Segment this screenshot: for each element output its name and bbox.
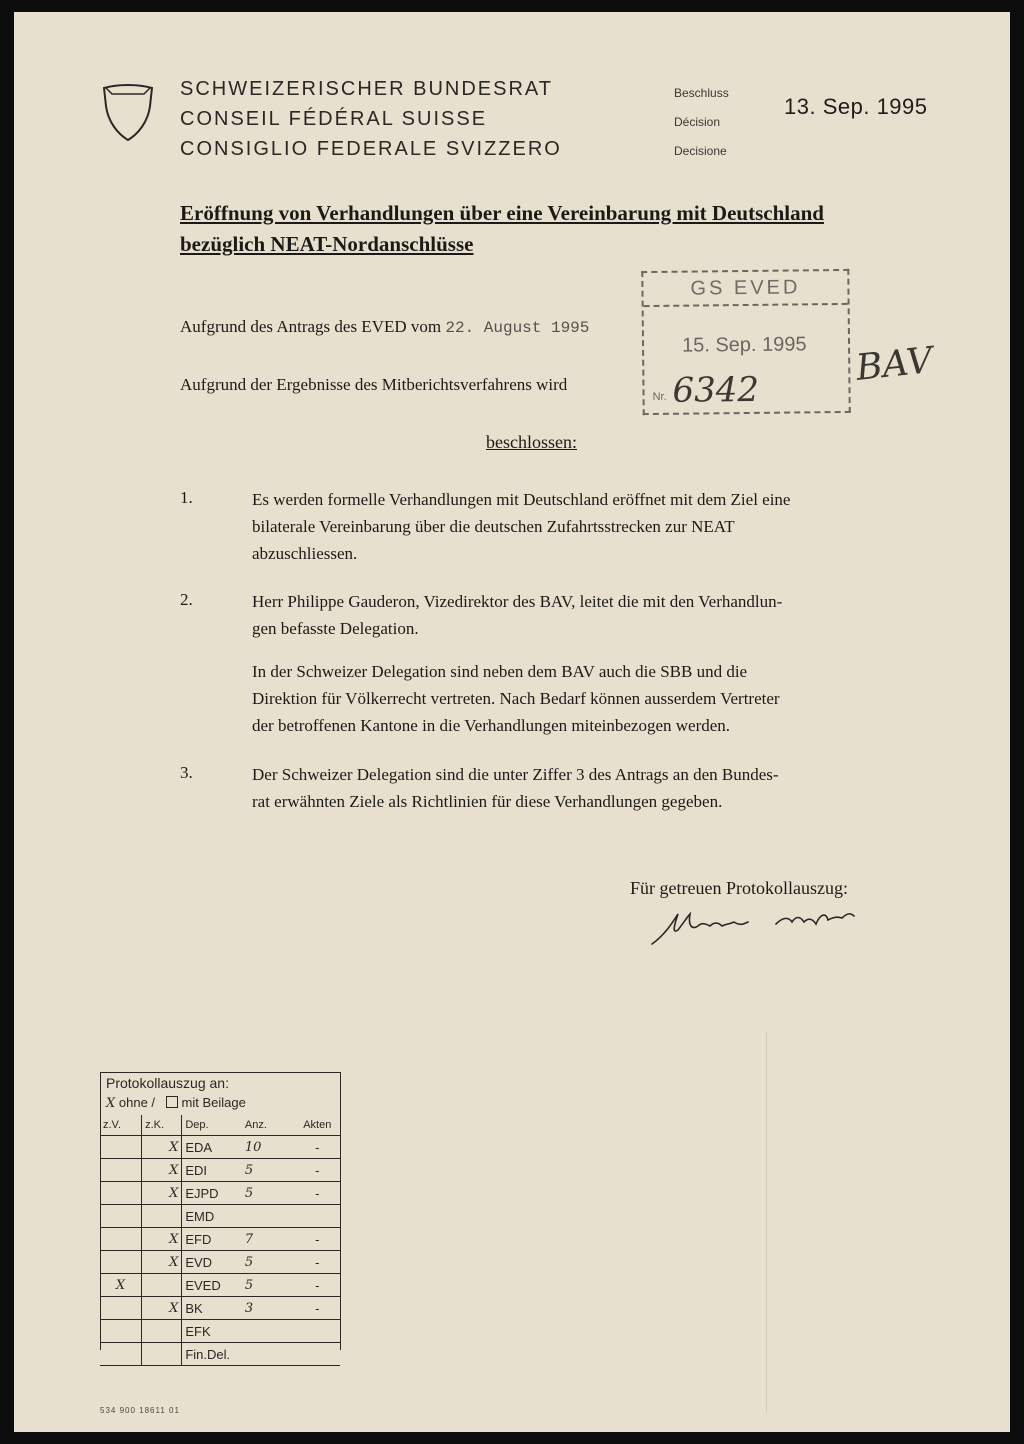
cell-akten: - [295,1136,340,1159]
cell-akten: - [295,1228,340,1251]
item-2-text [252,588,902,642]
cell-zv [100,1228,142,1251]
item-3-text [252,761,902,815]
cell-zv [100,1251,142,1274]
table-header-row [100,1115,340,1136]
table-row [100,1251,340,1274]
option-with-label: mit Beilage [181,1095,246,1110]
cell-dep: EMD [182,1205,242,1228]
cell-anz: 5 [242,1251,295,1274]
col-zv: z.V. [100,1115,142,1136]
cell-zk: X [142,1159,182,1182]
table-row [100,1343,340,1366]
cell-zk: X [142,1228,182,1251]
cell-akten [295,1320,340,1343]
cell-zv [100,1205,142,1228]
col-zk: z.K. [142,1115,182,1136]
col-akten: Akten [295,1115,340,1136]
table-row [100,1297,340,1320]
page-crease [766,1032,767,1412]
cell-zk [142,1205,182,1228]
cell-zk: X [142,1251,182,1274]
table-row [100,1320,340,1343]
cell-dep: EFD [182,1228,242,1251]
cell-anz: 5 [242,1182,295,1205]
item-1-line: bilaterale Vereinbarung über die deutschen Zufahrtsstrecken zur NEAT [252,517,735,536]
table-row [100,1205,340,1228]
item-3-line: Der Schweizer Delegation sind die unter Ziffer 3 des Antrags an den Bundes- [252,765,779,784]
decision-label-de: Beschluss [674,86,729,100]
item-2-line: gen befasste Delegation. [252,619,419,638]
item-2-number: 2. [180,590,193,609]
distribution-options [106,1095,246,1111]
cell-zk [142,1343,182,1366]
table-row [100,1228,340,1251]
distribution-frame [100,1072,340,1073]
intro-line-2: Aufgrund der Ergebnisse des Mitberichtsverfahrens wird [180,375,568,394]
handwritten-annotation: BAV [854,340,935,389]
option-with-checkbox[interactable] [166,1096,178,1108]
cell-akten [295,1343,340,1366]
intro-text: Aufgrund des Antrags des EVED vom [180,317,446,336]
col-anz: Anz. [242,1115,295,1136]
cell-zv: X [100,1274,142,1297]
distribution-frame [340,1072,341,1350]
decision-date: 13. Sep. 1995 [784,94,928,119]
cell-anz: 7 [242,1228,295,1251]
header-line-de: SCHWEIZERISCHER BUNDESRAT [180,78,553,100]
closing-formula: Für getreuen Protokollauszug: [630,878,848,898]
received-stamp [641,269,850,415]
cell-akten: - [295,1274,340,1297]
cell-akten [295,1205,340,1228]
option-without-label: ohne / [118,1095,156,1110]
cell-akten: - [295,1251,340,1274]
resolution-heading: beschlossen: [486,432,577,452]
cell-akten: - [295,1159,340,1182]
stamp-number: 6342 [672,369,760,411]
cell-dep: BK [182,1297,242,1320]
cell-anz: 5 [242,1274,295,1297]
item-2-sub-line: der betroffenen Kantone in die Verhandlungen miteinbezogen werden. [252,716,731,735]
item-3-number: 3. [180,763,193,782]
cell-zv [100,1343,142,1366]
item-2-subparagraph [252,658,902,739]
cell-zk [142,1320,182,1343]
cell-zk: X [142,1136,182,1159]
cell-dep: EVD [182,1251,242,1274]
cell-zv [100,1320,142,1343]
header-line-fr: CONSEIL FÉDÉRAL SUISSE [180,108,488,130]
table-row [100,1136,340,1159]
distribution-title: Protokollauszug an: [106,1075,229,1091]
cell-anz: 3 [242,1297,295,1320]
document-title [180,198,900,260]
item-2-sub-line: Direktion für Völkerrecht vertreten. Nach Bedarf können ausserdem Vertreter [252,689,780,708]
cell-dep: EDA [182,1136,242,1159]
item-1-line: Es werden formelle Verhandlungen mit Deutschland eröffnet mit dem Ziel eine [252,490,791,509]
swiss-crest-icon [100,82,156,144]
cell-zv [100,1297,142,1320]
decision-label-it: Decisione [674,144,727,158]
option-without-checkbox[interactable]: X [106,1096,116,1111]
header-line-it: CONSIGLIO FEDERALE SVIZZERO [180,138,562,160]
stamp-date: 15. Sep. 1995 [681,333,807,357]
cell-zk [142,1274,182,1297]
col-dep: Dep. [182,1115,242,1136]
cell-anz: 5 [242,1159,295,1182]
title-line-2: bezüglich NEAT-Nordanschlüsse [180,232,474,256]
title-line-1: Eröffnung von Verhandlungen über eine Vereinbarung mit Deutschland [180,201,824,225]
distribution-table [100,1115,340,1366]
item-2-line: Herr Philippe Gauderon, Vizedirektor des BAV, leitet die mit den Verhandlun- [252,592,783,611]
stamp-nr-label: Nr. [652,390,667,403]
item-1-line: abzuschliessen. [252,544,358,563]
cell-zk: X [142,1182,182,1205]
intro-date: 22. August 1995 [445,319,590,337]
cell-anz [242,1343,295,1366]
item-1-number: 1. [180,488,193,507]
cell-akten: - [295,1182,340,1205]
table-row [100,1274,340,1297]
cell-zv [100,1159,142,1182]
signature-icon [648,900,878,950]
table-row [100,1182,340,1205]
intro-line-1 [180,317,589,337]
cell-dep: EFK [182,1320,242,1343]
item-2-sub-line: In der Schweizer Delegation sind neben dem BAV auch die SBB und die [252,662,748,681]
table-row [100,1159,340,1182]
cell-zv [100,1182,142,1205]
decision-label-fr: Décision [674,115,721,129]
cell-zv [100,1136,142,1159]
cell-anz: 10 [242,1136,295,1159]
cell-dep: Fin.Del. [182,1343,242,1366]
cell-dep: EVED [182,1274,242,1297]
item-3-line: rat erwähnten Ziele als Richtlinien für diese Verhandlungen gegeben. [252,792,723,811]
stamp-office: GS EVED [643,271,847,307]
cell-zk: X [142,1297,182,1320]
form-code: 534 900 18611 01 [100,1406,180,1415]
cell-akten: - [295,1297,340,1320]
cell-dep: EJPD [182,1182,242,1205]
cell-anz [242,1205,295,1228]
cell-dep: EDI [182,1159,242,1182]
cell-anz [242,1320,295,1343]
document-page [14,12,1010,1432]
item-1-text [252,486,902,567]
